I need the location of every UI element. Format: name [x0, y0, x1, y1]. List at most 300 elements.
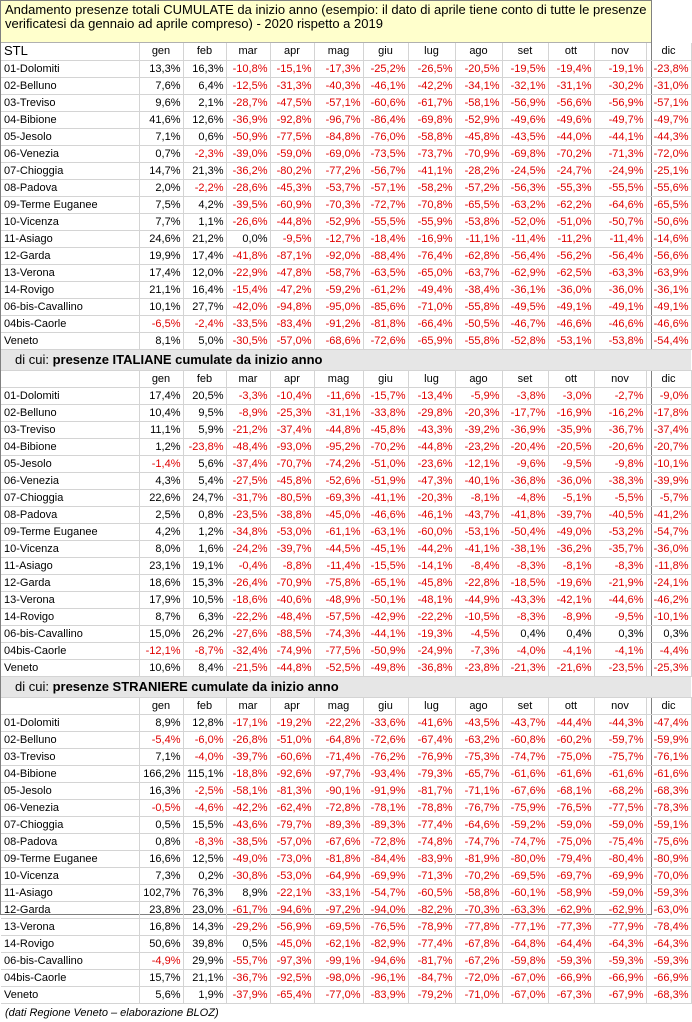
- value-cell: -58,2%: [408, 179, 455, 196]
- row-label: 02-Belluno: [1, 404, 139, 421]
- value-cell: -53,2%: [594, 523, 646, 540]
- value-cell: -88,5%: [270, 625, 314, 642]
- value-cell: -96,1%: [363, 969, 408, 986]
- column-header-label: STL: [1, 43, 139, 60]
- value-cell: -10,1%: [646, 455, 691, 472]
- row-label: 03-Treviso: [1, 94, 139, 111]
- value-cell: -39,0%: [226, 145, 270, 162]
- value-cell: -42,2%: [226, 799, 270, 816]
- table-row: [1, 540, 691, 557]
- value-cell: -45,8%: [408, 574, 455, 591]
- value-cell: -78,3%: [646, 799, 691, 816]
- value-cell: -50,6%: [646, 213, 691, 230]
- table-row: [1, 196, 691, 213]
- value-cell: -61,6%: [594, 765, 646, 782]
- value-cell: -16,9%: [548, 404, 594, 421]
- value-cell: 16,8%: [139, 918, 183, 935]
- value-cell: 5,6%: [139, 986, 183, 1003]
- value-cell: 0,8%: [139, 833, 183, 850]
- value-cell: -55,8%: [455, 298, 502, 315]
- table-row: [1, 315, 691, 332]
- value-cell: 12,0%: [183, 264, 226, 281]
- value-cell: -36,0%: [548, 472, 594, 489]
- value-cell: -47,8%: [270, 264, 314, 281]
- value-cell: -23,6%: [408, 455, 455, 472]
- value-cell: -41,2%: [646, 506, 691, 523]
- row-label: 11-Asiago: [1, 557, 139, 574]
- value-cell: -59,8%: [502, 952, 548, 969]
- value-cell: -22,9%: [226, 264, 270, 281]
- value-cell: -30,5%: [226, 332, 270, 349]
- table-row: [1, 952, 691, 969]
- value-cell: -38,8%: [270, 506, 314, 523]
- value-cell: -39,5%: [226, 196, 270, 213]
- value-cell: -70,9%: [455, 145, 502, 162]
- value-cell: -62,1%: [314, 935, 363, 952]
- value-cell: -24,1%: [646, 574, 691, 591]
- value-cell: -80,9%: [646, 850, 691, 867]
- value-cell: -49,0%: [226, 850, 270, 867]
- value-cell: -91,9%: [363, 782, 408, 799]
- value-cell: -76,7%: [455, 799, 502, 816]
- table-row: [1, 506, 691, 523]
- value-cell: -5,5%: [594, 489, 646, 506]
- value-cell: -43,5%: [502, 128, 548, 145]
- value-cell: -22,8%: [455, 574, 502, 591]
- value-cell: -49,6%: [548, 111, 594, 128]
- source-note: (dati Regione Veneto – elaborazione BLOZ): [5, 1006, 219, 1019]
- value-cell: -31,0%: [646, 77, 691, 94]
- value-cell: 16,6%: [139, 850, 183, 867]
- value-cell: 7,5%: [139, 196, 183, 213]
- row-label: 04bis-Caorle: [1, 969, 139, 986]
- row-label: 08-Padova: [1, 506, 139, 523]
- table-row: [1, 986, 691, 1003]
- value-cell: -49,0%: [548, 523, 594, 540]
- value-cell: -70,3%: [314, 196, 363, 213]
- value-cell: 19,9%: [139, 247, 183, 264]
- value-cell: -54,4%: [646, 332, 691, 349]
- value-cell: -50,1%: [363, 591, 408, 608]
- column-header-feb: feb: [183, 43, 226, 60]
- column-header-mar: mar: [226, 370, 270, 387]
- row-label: 14-Rovigo: [1, 935, 139, 952]
- value-cell: -39,7%: [226, 748, 270, 765]
- value-cell: -69,5%: [502, 867, 548, 884]
- row-label: 05-Jesolo: [1, 128, 139, 145]
- value-cell: -9,8%: [594, 455, 646, 472]
- value-cell: -11,1%: [455, 230, 502, 247]
- value-cell: -53,0%: [270, 523, 314, 540]
- value-cell: -21,5%: [226, 659, 270, 676]
- value-cell: -39,7%: [270, 540, 314, 557]
- row-label: 05-Jesolo: [1, 782, 139, 799]
- value-cell: -43,5%: [455, 714, 502, 731]
- value-cell: -5,7%: [646, 489, 691, 506]
- value-cell: 17,4%: [139, 264, 183, 281]
- value-cell: -18,6%: [226, 591, 270, 608]
- value-cell: -85,6%: [363, 298, 408, 315]
- table-row: [1, 901, 691, 918]
- value-cell: -14,6%: [646, 230, 691, 247]
- value-cell: -76,5%: [548, 799, 594, 816]
- value-cell: -8,3%: [502, 557, 548, 574]
- value-cell: -44,6%: [594, 591, 646, 608]
- value-cell: -68,1%: [548, 782, 594, 799]
- value-cell: -41,1%: [455, 540, 502, 557]
- column-header-giu: giu: [363, 697, 408, 714]
- value-cell: -1,4%: [139, 455, 183, 472]
- value-cell: -56,6%: [548, 94, 594, 111]
- value-cell: -46,2%: [646, 591, 691, 608]
- column-header-row: [1, 370, 691, 387]
- value-cell: -86,4%: [363, 111, 408, 128]
- value-cell: -20,3%: [455, 404, 502, 421]
- value-cell: -98,0%: [314, 969, 363, 986]
- value-cell: -77,8%: [455, 918, 502, 935]
- value-cell: -52,5%: [314, 659, 363, 676]
- column-header-set: set: [502, 370, 548, 387]
- value-cell: 166,2%: [139, 765, 183, 782]
- value-cell: -46,6%: [363, 506, 408, 523]
- value-cell: -90,1%: [314, 782, 363, 799]
- value-cell: -65,5%: [646, 196, 691, 213]
- value-cell: 27,7%: [183, 298, 226, 315]
- value-cell: -44,0%: [548, 128, 594, 145]
- value-cell: -57,1%: [363, 179, 408, 196]
- value-cell: -4,1%: [594, 642, 646, 659]
- column-header-nov: nov: [594, 370, 646, 387]
- value-cell: -8,9%: [226, 404, 270, 421]
- value-cell: -42,2%: [408, 77, 455, 94]
- value-cell: -45,8%: [363, 421, 408, 438]
- value-cell: -23,5%: [594, 659, 646, 676]
- value-cell: -43,7%: [502, 714, 548, 731]
- value-cell: 1,2%: [139, 438, 183, 455]
- value-cell: -3,3%: [226, 387, 270, 404]
- value-cell: -81,3%: [270, 782, 314, 799]
- value-cell: -89,3%: [314, 816, 363, 833]
- value-cell: -50,7%: [594, 213, 646, 230]
- value-cell: -77,4%: [408, 935, 455, 952]
- value-cell: 41,6%: [139, 111, 183, 128]
- value-cell: -15,4%: [226, 281, 270, 298]
- value-cell: -77,0%: [314, 986, 363, 1003]
- value-cell: -3,8%: [502, 387, 548, 404]
- value-cell: -67,6%: [314, 833, 363, 850]
- value-cell: 12,5%: [183, 850, 226, 867]
- column-header-lug: lug: [408, 697, 455, 714]
- value-cell: -29,2%: [226, 918, 270, 935]
- value-cell: -2,2%: [183, 179, 226, 196]
- table-row: [1, 523, 691, 540]
- row-label: Veneto: [1, 986, 139, 1003]
- value-cell: -42,9%: [363, 608, 408, 625]
- value-cell: -49,1%: [646, 298, 691, 315]
- value-cell: -95,2%: [314, 438, 363, 455]
- value-cell: -55,9%: [408, 213, 455, 230]
- value-cell: -59,0%: [270, 145, 314, 162]
- value-cell: -96,7%: [314, 111, 363, 128]
- value-cell: -59,9%: [646, 731, 691, 748]
- value-cell: -49,5%: [502, 298, 548, 315]
- value-cell: 6,4%: [183, 77, 226, 94]
- value-cell: -52,8%: [502, 332, 548, 349]
- value-cell: -56,9%: [502, 94, 548, 111]
- value-cell: -44,1%: [594, 128, 646, 145]
- value-cell: -64,3%: [646, 935, 691, 952]
- column-header-dic: dic: [646, 370, 691, 387]
- value-cell: 16,3%: [139, 782, 183, 799]
- value-cell: -89,3%: [363, 816, 408, 833]
- value-cell: -42,1%: [548, 591, 594, 608]
- value-cell: -19,5%: [502, 60, 548, 77]
- value-cell: 8,1%: [139, 332, 183, 349]
- value-cell: -10,5%: [455, 608, 502, 625]
- value-cell: -99,1%: [314, 952, 363, 969]
- row-label: 07-Chioggia: [1, 816, 139, 833]
- value-cell: 17,4%: [139, 387, 183, 404]
- row-label: 06-Venezia: [1, 145, 139, 162]
- value-cell: 2,5%: [139, 506, 183, 523]
- value-cell: -31,1%: [314, 404, 363, 421]
- value-cell: -49,6%: [502, 111, 548, 128]
- row-label: 04bis-Caorle: [1, 642, 139, 659]
- value-cell: 7,7%: [139, 213, 183, 230]
- data-table: [1, 43, 692, 1004]
- value-cell: -0,5%: [139, 799, 183, 816]
- value-cell: -63,7%: [455, 264, 502, 281]
- value-cell: -57,1%: [314, 94, 363, 111]
- value-cell: -53,1%: [548, 332, 594, 349]
- value-cell: -62,8%: [455, 247, 502, 264]
- value-cell: -53,8%: [455, 213, 502, 230]
- value-cell: -35,7%: [594, 540, 646, 557]
- value-cell: -8,1%: [455, 489, 502, 506]
- value-cell: 0,3%: [594, 625, 646, 642]
- table-row: [1, 404, 691, 421]
- value-cell: -5,1%: [548, 489, 594, 506]
- value-cell: -57,1%: [646, 94, 691, 111]
- value-cell: -23,2%: [455, 438, 502, 455]
- value-cell: -12,5%: [226, 77, 270, 94]
- value-cell: -43,7%: [455, 506, 502, 523]
- value-cell: -64,6%: [455, 816, 502, 833]
- value-cell: -76,5%: [363, 918, 408, 935]
- value-cell: -44,4%: [548, 714, 594, 731]
- value-cell: -75,3%: [455, 748, 502, 765]
- value-cell: 16,3%: [183, 60, 226, 77]
- value-cell: -47,3%: [408, 472, 455, 489]
- value-cell: -47,5%: [270, 94, 314, 111]
- value-cell: 15,5%: [183, 816, 226, 833]
- value-cell: 19,1%: [183, 557, 226, 574]
- value-cell: -70,3%: [455, 901, 502, 918]
- value-cell: -70,7%: [270, 455, 314, 472]
- value-cell: -69,9%: [363, 867, 408, 884]
- value-cell: -15,7%: [363, 387, 408, 404]
- value-cell: -41,1%: [363, 489, 408, 506]
- row-label: 08-Padova: [1, 179, 139, 196]
- value-cell: -45,0%: [270, 935, 314, 952]
- value-cell: -66,9%: [548, 969, 594, 986]
- value-cell: -13,4%: [408, 387, 455, 404]
- value-cell: -41,8%: [502, 506, 548, 523]
- value-cell: -66,9%: [594, 969, 646, 986]
- value-cell: -63,3%: [502, 901, 548, 918]
- value-cell: -79,3%: [408, 765, 455, 782]
- value-cell: -8,1%: [548, 557, 594, 574]
- value-cell: -41,1%: [408, 162, 455, 179]
- value-cell: -24,9%: [594, 162, 646, 179]
- value-cell: -4,1%: [548, 642, 594, 659]
- value-cell: -22,2%: [226, 608, 270, 625]
- value-cell: -78,8%: [408, 799, 455, 816]
- value-cell: -39,2%: [455, 421, 502, 438]
- value-cell: -60,2%: [548, 731, 594, 748]
- table-row: [1, 918, 691, 935]
- column-header-gen: gen: [139, 43, 183, 60]
- value-cell: -35,9%: [548, 421, 594, 438]
- value-cell: -75,0%: [548, 748, 594, 765]
- value-cell: -26,4%: [226, 574, 270, 591]
- table-row: [1, 748, 691, 765]
- value-cell: -59,0%: [548, 816, 594, 833]
- value-cell: 7,6%: [139, 77, 183, 94]
- value-cell: -44,8%: [270, 213, 314, 230]
- value-cell: 18,6%: [139, 574, 183, 591]
- value-cell: -80,0%: [502, 850, 548, 867]
- value-cell: -28,2%: [455, 162, 502, 179]
- row-label: 02-Belluno: [1, 731, 139, 748]
- column-header-lug: lug: [408, 370, 455, 387]
- value-cell: -43,3%: [502, 591, 548, 608]
- value-cell: -70,2%: [363, 438, 408, 455]
- value-cell: -97,7%: [314, 765, 363, 782]
- table-row: [1, 816, 691, 833]
- value-cell: -31,3%: [270, 77, 314, 94]
- value-cell: -81,8%: [363, 315, 408, 332]
- value-cell: -56,9%: [270, 918, 314, 935]
- value-cell: 8,0%: [139, 540, 183, 557]
- value-cell: -46,1%: [363, 77, 408, 94]
- value-cell: 7,3%: [139, 867, 183, 884]
- row-label: 07-Chioggia: [1, 489, 139, 506]
- value-cell: -94,8%: [270, 298, 314, 315]
- value-cell: -59,3%: [548, 952, 594, 969]
- value-cell: 22,6%: [139, 489, 183, 506]
- column-header-gen: gen: [139, 697, 183, 714]
- value-cell: -8,3%: [502, 608, 548, 625]
- value-cell: -68,3%: [646, 986, 691, 1003]
- value-cell: -28,7%: [226, 94, 270, 111]
- value-cell: 1,6%: [183, 540, 226, 557]
- value-cell: -64,9%: [314, 867, 363, 884]
- value-cell: -67,6%: [502, 782, 548, 799]
- value-cell: -60,6%: [270, 748, 314, 765]
- value-cell: -76,4%: [408, 247, 455, 264]
- section-heading-row: [1, 349, 691, 370]
- value-cell: -53,7%: [314, 179, 363, 196]
- value-cell: 2,0%: [139, 179, 183, 196]
- value-cell: 39,8%: [183, 935, 226, 952]
- table-row: [1, 765, 691, 782]
- table-row: [1, 714, 691, 731]
- value-cell: 7,1%: [139, 128, 183, 145]
- value-cell: -46,7%: [502, 315, 548, 332]
- section-heading-title: presenze STRANIERE cumulate da inizio anno: [52, 678, 339, 694]
- value-cell: -19,4%: [548, 60, 594, 77]
- row-label: 09-Terme Euganee: [1, 523, 139, 540]
- value-cell: -30,2%: [594, 77, 646, 94]
- value-cell: -4,4%: [646, 642, 691, 659]
- value-cell: -58,8%: [408, 128, 455, 145]
- value-cell: 4,2%: [139, 523, 183, 540]
- value-cell: -38,4%: [455, 281, 502, 298]
- value-cell: -48,9%: [314, 591, 363, 608]
- value-cell: -50,4%: [502, 523, 548, 540]
- value-cell: -11,4%: [502, 230, 548, 247]
- value-cell: -37,9%: [226, 986, 270, 1003]
- value-cell: -92,8%: [270, 111, 314, 128]
- value-cell: 23,8%: [139, 901, 183, 918]
- value-cell: -71,0%: [408, 298, 455, 315]
- value-cell: -19,1%: [594, 60, 646, 77]
- value-cell: -67,0%: [502, 969, 548, 986]
- value-cell: -16,2%: [594, 404, 646, 421]
- table-row: [1, 421, 691, 438]
- table-row: [1, 935, 691, 952]
- value-cell: -61,2%: [363, 281, 408, 298]
- table-row: [1, 332, 691, 349]
- value-cell: -73,7%: [408, 145, 455, 162]
- table-row: [1, 799, 691, 816]
- value-cell: -32,4%: [226, 642, 270, 659]
- table-row: [1, 213, 691, 230]
- value-cell: 12,8%: [183, 714, 226, 731]
- table-row: [1, 833, 691, 850]
- value-cell: -23,5%: [226, 506, 270, 523]
- value-cell: 5,6%: [183, 455, 226, 472]
- value-cell: -53,0%: [270, 867, 314, 884]
- value-cell: 21,3%: [183, 162, 226, 179]
- value-cell: -77,2%: [314, 162, 363, 179]
- value-cell: -24,9%: [408, 642, 455, 659]
- row-label: 14-Rovigo: [1, 281, 139, 298]
- value-cell: -79,7%: [270, 816, 314, 833]
- value-cell: -91,2%: [314, 315, 363, 332]
- value-cell: -25,2%: [363, 60, 408, 77]
- value-cell: -46,1%: [408, 506, 455, 523]
- value-cell: -78,4%: [646, 918, 691, 935]
- value-cell: 115,1%: [183, 765, 226, 782]
- value-cell: -66,9%: [646, 969, 691, 986]
- value-cell: -65,7%: [455, 765, 502, 782]
- value-cell: -65,1%: [363, 574, 408, 591]
- value-cell: 20,5%: [183, 387, 226, 404]
- value-cell: -72,8%: [314, 799, 363, 816]
- value-cell: -63,0%: [646, 901, 691, 918]
- value-cell: -61,1%: [314, 523, 363, 540]
- table-row: [1, 625, 691, 642]
- value-cell: -77,5%: [314, 642, 363, 659]
- column-header-row: [1, 697, 691, 714]
- row-label: 07-Chioggia: [1, 162, 139, 179]
- value-cell: -51,0%: [548, 213, 594, 230]
- value-cell: -41,6%: [408, 714, 455, 731]
- value-cell: -5,9%: [455, 387, 502, 404]
- value-cell: -0,4%: [226, 557, 270, 574]
